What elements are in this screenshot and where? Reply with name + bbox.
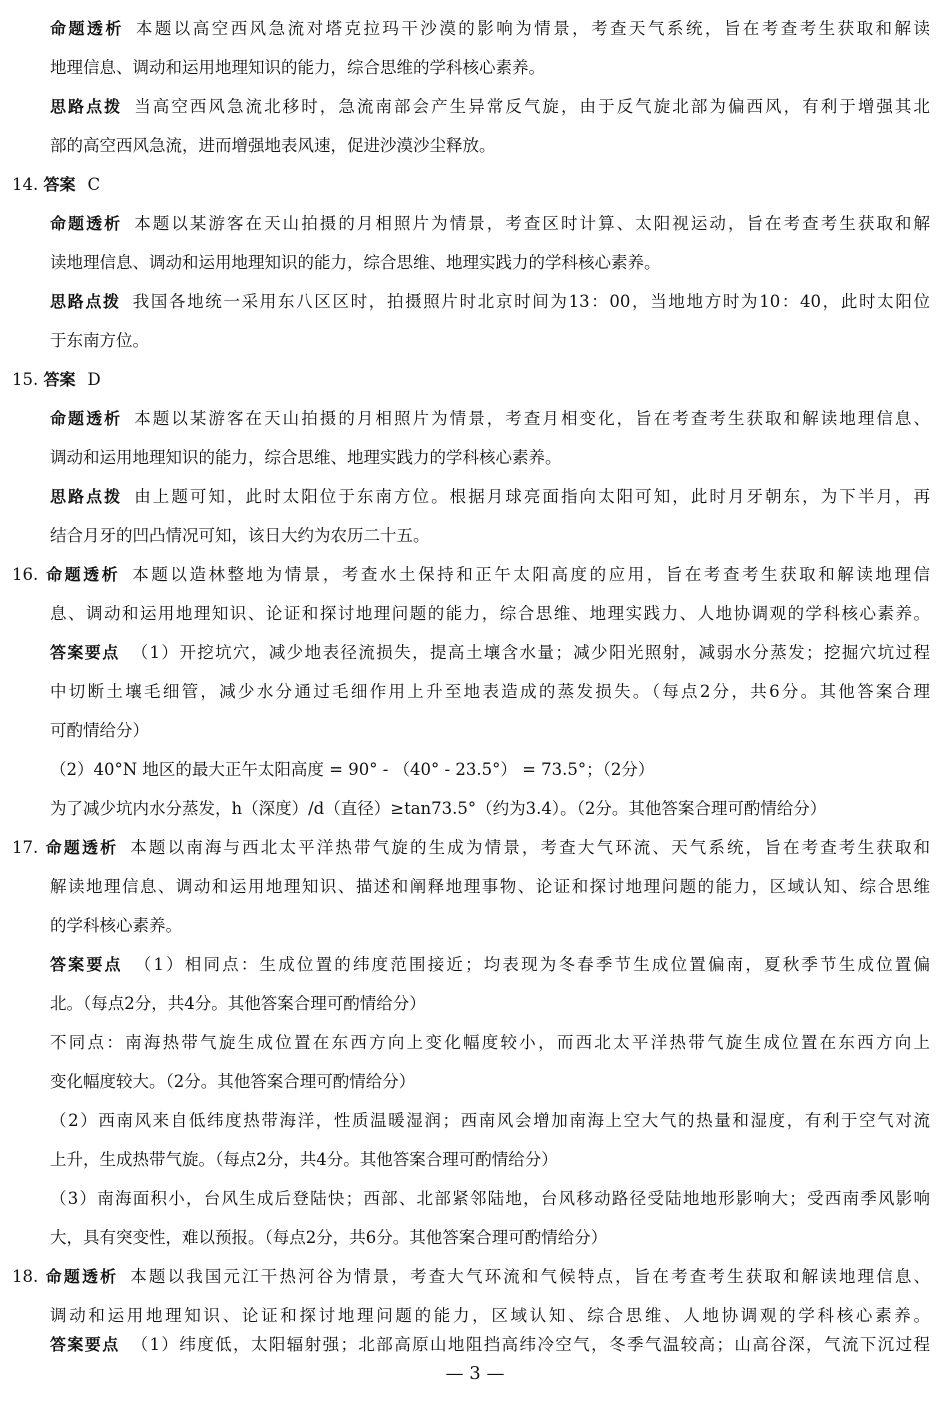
label-answer: 答案 (43, 175, 76, 194)
text-line: 答案要点 （1）纬度低，太阳辐射强；北部高原山地阻挡高纬冷空气，冬季气温较高；山高谷深，气流下沉过程 (50, 1335, 930, 1354)
question-number: 16. (12, 565, 39, 584)
text-line: 命题透析 本题以高空西风急流对塔克拉玛干沙漠的影响为情景，考查天气系统，旨在考查考生获取和解读 (50, 19, 930, 38)
question-15-answer: 15. 答案 D (12, 370, 101, 389)
text-line: 为了减少坑内水分蒸发，h（深度）/d（直径）≥tan73.5°（约为3.4）。（2分。其他答案合理可酌情给分） (50, 799, 827, 818)
text-line: 思路点拨 我国各地统一采用东八区区时，拍摄照片时北京时间为13：00，当地地方时为10：40，此时太阳位 (50, 292, 930, 311)
label-hint: 思路点拨 (50, 97, 123, 116)
text-line: 北。（每点2分，共4分。其他答案合理可酌情给分） (50, 994, 426, 1013)
label-key-points: 答案要点 (50, 1335, 120, 1354)
label-proposition: 命题透析 (45, 838, 119, 857)
text-line: 可酌情给分） (50, 721, 149, 740)
question-number: 17. (12, 838, 39, 857)
question-number: 14. (12, 175, 39, 194)
text-line: 部的高空西风急流，进而增强地表风速，促进沙漠沙尘释放。 (50, 136, 496, 155)
label-key-points: 答案要点 (50, 955, 123, 974)
text-line: （2）40°N 地区的最大正午太阳高度 = 90° - （40° - 23.5°） = 73.5°；（2分） (50, 760, 655, 779)
label-proposition: 命题透析 (50, 214, 123, 233)
text-line: 结合月牙的凹凸情况可知，该日大约为农历二十五。 (50, 526, 430, 545)
label-proposition: 命题透析 (46, 565, 121, 584)
text-line: 于东南方位。 (50, 331, 149, 350)
label-hint: 思路点拨 (50, 292, 121, 311)
question-number: 15. (12, 370, 39, 389)
text-line: 答案要点 （1）相同点：生成位置的纬度范围接近；均表现为冬春季节生成位置偏南，夏秋季节生成位置偏 (50, 955, 930, 974)
text-line: 思路点拨 由上题可知，此时太阳位于东南方位。根据月球亮面指向太阳可知，此时月牙朝东，为下半月，再 (50, 487, 930, 506)
question-number: 18. (12, 1267, 39, 1286)
text-line: 大，具有突变性，难以预报。（每点2分，共6分。其他答案合理可酌情给分） (50, 1228, 608, 1247)
text-line: 思路点拨 当高空西风急流北移时，急流南部会产生异常反气旋，由于反气旋北部为偏西风，有利于增强其北 (50, 97, 930, 116)
text-line: 答案要点 （1）开挖坑穴，减少地表径流损失，提高土壤含水量；减少阳光照射，减弱水分蒸发；挖掘穴坑过程 (50, 643, 930, 662)
text-line: 解读地理信息、调动和运用地理知识、描述和阐释地理事物、论证和探讨地理问题的能力，区域认知、综合思维 (50, 877, 930, 896)
text-line: 息、调动和运用地理知识、论证和探讨地理问题的能力，综合思维、地理实践力、人地协调观的学科核心素养。 (50, 604, 930, 623)
text-line: （3）南海面积小，台风生成后登陆快；西部、北部紧邻陆地，台风移动路径受陆地地形影响大；受西南季风影响 (50, 1189, 930, 1208)
text-line: 中切断土壤毛细管，减少水分通过毛细作用上升至地表造成的蒸发损失。（每点2分，共6分。其他答案合理 (50, 682, 930, 701)
label-hint: 思路点拨 (50, 487, 123, 506)
label-proposition: 命题透析 (50, 409, 123, 428)
text-line: 的学科核心素养。 (50, 916, 182, 935)
text-line: 命题透析 本题以某游客在天山拍摄的月相照片为情景，考查区时计算、太阳视运动，旨在考查考生获取和解 (50, 214, 930, 233)
text-line: 命题透析 本题以某游客在天山拍摄的月相照片为情景，考查月相变化，旨在考查考生获取和解读地理信息、 (50, 409, 930, 428)
text-line: 调动和运用地理知识的能力，综合思维、地理实践力的学科核心素养。 (50, 448, 562, 467)
text-line: 地理信息、调动和运用地理知识的能力，综合思维的学科核心素养。 (50, 58, 545, 77)
label-proposition: 命题透析 (45, 1267, 119, 1286)
text-line: 读地理信息、调动和运用地理知识的能力，综合思维、地理实践力的学科核心素养。 (50, 253, 661, 272)
text-line: 不同点：南海热带气旋生成位置在东西方向上变化幅度较小，而西北太平洋热带气旋生成位置在东西方向上 (50, 1033, 930, 1052)
question-17-proposition: 17. 命题透析 本题以南海与西北太平洋热带气旋的生成为情景，考查大气环流、天气系统，旨在考查考生获取和 (12, 838, 930, 857)
text-line: （2）西南风来自低纬度热带海洋，性质温暖湿润；西南风会增加南海上空大气的热量和湿度，有利于空气对流 (50, 1111, 930, 1130)
page-number: — 3 — (445, 1363, 505, 1384)
label-answer: 答案 (43, 370, 76, 389)
question-14-answer: 14. 答案 C (12, 175, 101, 194)
text-line: 变化幅度较大。（2分。其他答案合理可酌情给分） (50, 1072, 416, 1091)
question-18-proposition: 18. 命题透析 本题以我国元江干热河谷为情景，考查大气环流和气候特点，旨在考查考生获取和解读地理信息、 (12, 1267, 930, 1286)
label-proposition: 命题透析 (50, 19, 124, 38)
text-line: 上升，生成热带气旋。（每点2分，共4分。其他答案合理可酌情给分） (50, 1150, 558, 1169)
label-key-points: 答案要点 (50, 643, 120, 662)
text-line: 调动和运用地理知识、论证和探讨地理问题的能力，区域认知、综合思维、人地协调观的学科核心素养。 (50, 1306, 930, 1325)
question-16-proposition: 16. 命题透析 本题以造林整地为情景，考查水土保持和正午太阳高度的应用，旨在考查考生获取和解读地理信 (12, 565, 930, 584)
